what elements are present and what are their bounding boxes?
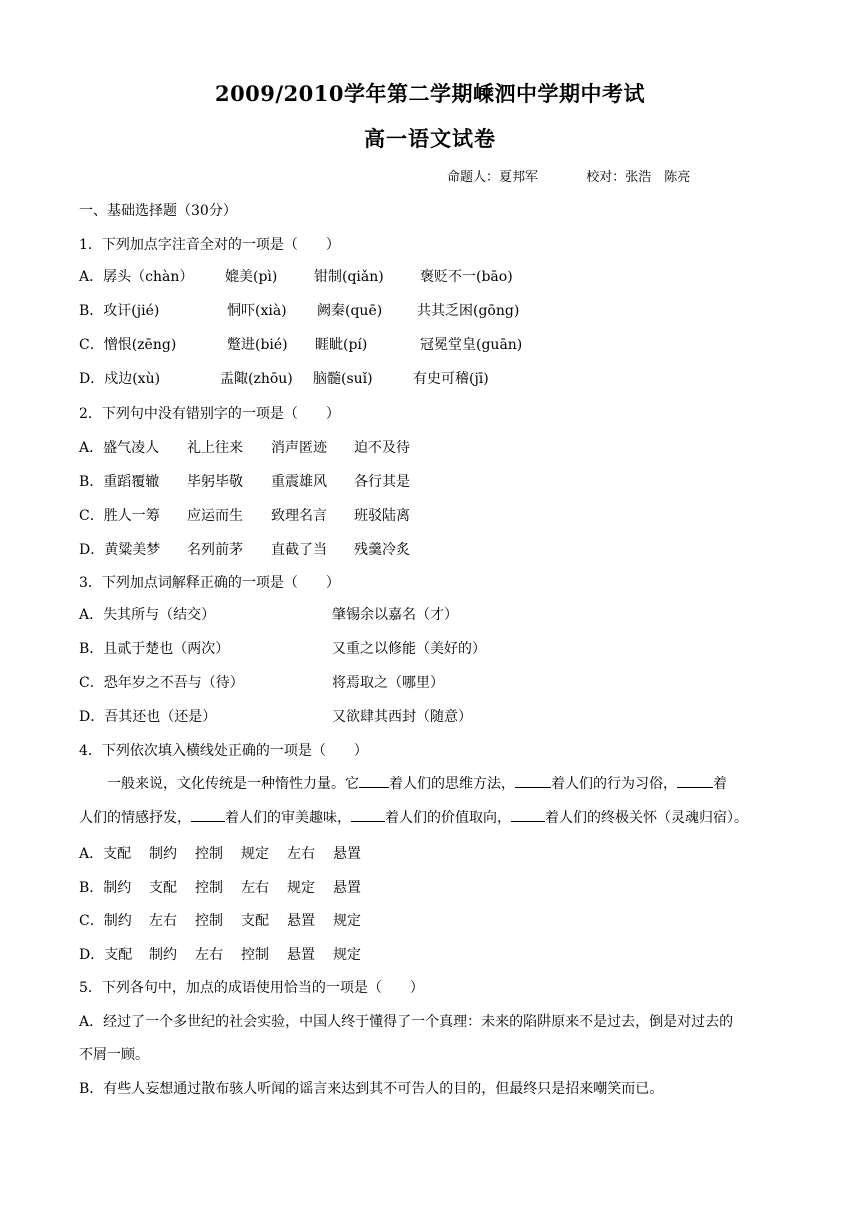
option-item: C．恐年岁之不吾与（待） — [79, 675, 244, 691]
option-item: 礼上往来 — [187, 440, 243, 456]
option-item: 制约 — [149, 846, 177, 862]
page-title: 2009/2010学年第二学期嵊泗中学期中考试 — [214, 81, 646, 106]
option-item: B．重蹈覆辙 — [79, 474, 160, 490]
option-item: 悬置 — [333, 880, 361, 896]
option-item: 悬置 — [333, 846, 361, 862]
passage-text: 人们的情感抒发， — [79, 810, 191, 826]
option-item: 又重之以修能（美好的） — [332, 641, 486, 657]
option-item: A．失其所与（结交） — [79, 607, 216, 623]
question-5-option-b: B．有些人妄想通过散布骇人听闻的谣言来达到其不可告人的目的，但最终只是招来嘲笑而已。 — [79, 1081, 664, 1097]
option-item: A．支配 — [79, 846, 132, 862]
option-item: 支配 — [241, 913, 269, 929]
option-item: 恫吓(xià) — [227, 303, 287, 319]
option-item: 睚眦(pí) — [315, 337, 368, 353]
question-3-stem: 3．下列加点词解释正确的一项是（ ） — [79, 575, 340, 591]
passage-text: 一般来说，文化传统是一种惰性力量。它 — [107, 776, 359, 792]
option-item: 左右 — [241, 880, 269, 896]
option-item: 左右 — [195, 947, 223, 963]
question-4-stem: 4．下列依次填入横线处正确的一项是（ ） — [79, 743, 368, 759]
author-line — [447, 166, 690, 185]
option-item: 钳制(qiǎn) — [314, 269, 384, 285]
option-item: 左右 — [149, 913, 177, 929]
option-item: 媲美(pì) — [225, 269, 278, 285]
fill-blank — [515, 773, 551, 788]
question-setter: 命题人：夏邦军 — [447, 170, 539, 185]
option-item: D．黄粱美梦 — [79, 542, 161, 558]
option-item: A．盛气凌人 — [79, 440, 160, 456]
option-item: 悬置 — [287, 947, 315, 963]
option-item: 规定 — [241, 846, 269, 862]
option-item: 又欲肆其西封（随意） — [332, 709, 472, 725]
option-item: 共其乏困(gōng) — [417, 303, 520, 319]
option-item: B．且贰于楚也（两次） — [79, 641, 230, 657]
option-item: 重震雄风 — [271, 474, 327, 490]
question-5-option-a-line1: A．经过了一个多世纪的社会实验，中国人终于懂得了一个真理：未来的陷阱原来不是过去，倒是对过去的 — [79, 1014, 734, 1030]
question-4-passage — [79, 767, 785, 835]
passage-text: 着人们的价值取向， — [385, 810, 511, 826]
option-item: 肇锡余以嘉名（才） — [332, 607, 458, 623]
option-item: 脑髓(suǐ) — [313, 371, 373, 387]
option-item: B．制约 — [79, 880, 132, 896]
passage-text: 着人们的行为习俗， — [551, 776, 677, 792]
option-item: D．吾其还也（还是） — [79, 709, 217, 725]
fill-blank — [511, 807, 545, 822]
option-item: A．孱头（chàn） — [79, 269, 194, 285]
option-item: 将焉取之（哪里） — [332, 675, 444, 691]
question-5-stem: 5．下列各句中，加点的成语使用恰当的一项是（ ） — [79, 980, 424, 996]
passage-text: 着人们的思维方法， — [389, 776, 515, 792]
option-item: 冠冕堂皇(guān) — [420, 337, 523, 353]
option-item: 直截了当 — [271, 542, 327, 558]
option-item: 迫不及待 — [354, 440, 410, 456]
option-item: 致理名言 — [271, 508, 327, 524]
option-item: C．制约 — [79, 913, 132, 929]
proofreader: 校对：张浩 陈亮 — [586, 170, 691, 185]
page-subtitle: 高一语文试卷 — [364, 126, 496, 151]
option-item: 控制 — [195, 913, 223, 929]
fill-blank — [191, 807, 225, 822]
fill-blank — [677, 773, 713, 788]
option-item: 规定 — [333, 947, 361, 963]
option-item: 左右 — [287, 846, 315, 862]
option-item: 蹩进(bié) — [227, 337, 288, 353]
option-item: 控制 — [195, 880, 223, 896]
option-item: 有史可稽(jī) — [413, 371, 489, 387]
option-item: D．支配 — [79, 947, 133, 963]
option-item: 班驳陆离 — [354, 508, 410, 524]
option-item: B．攻讦(jié) — [79, 303, 160, 319]
option-item: C．憎恨(zēng) — [79, 337, 177, 353]
option-item: 控制 — [195, 846, 223, 862]
fill-blank — [359, 773, 389, 788]
option-item: 阙秦(quē) — [317, 303, 383, 319]
question-2-stem: 2．下列句中没有错别字的一项是（ ） — [79, 406, 340, 422]
passage-text: 着 — [713, 776, 727, 792]
passage-text: 着人们的终极关怀（灵魂归宿）。 — [545, 810, 748, 826]
option-item: 褒贬不一(bāo) — [420, 269, 513, 285]
question-1-stem: 1．下列加点字注音全对的一项是（ ） — [79, 237, 340, 253]
option-item: 残羹冷炙 — [354, 542, 410, 558]
option-item: D．戍边(xù) — [79, 371, 161, 387]
option-item: C．胜人一筹 — [79, 508, 160, 524]
option-item: 制约 — [149, 947, 177, 963]
option-item: 消声匿迹 — [271, 440, 327, 456]
section-heading: 一、基础选择题（30分） — [79, 203, 237, 219]
option-item: 应运而生 — [187, 508, 243, 524]
option-item: 规定 — [333, 913, 361, 929]
passage-line-2 — [51, 801, 748, 835]
option-item: 名列前茅 — [187, 542, 243, 558]
option-item: 支配 — [149, 880, 177, 896]
passage-text: 着人们的审美趣味， — [225, 810, 351, 826]
option-item: 各行其是 — [354, 474, 410, 490]
fill-blank — [351, 807, 385, 822]
option-item: 控制 — [241, 947, 269, 963]
option-item: 毕躬毕敬 — [187, 474, 243, 490]
question-5-option-a-line2: 不屑一顾。 — [79, 1047, 149, 1063]
option-item: 悬置 — [287, 913, 315, 929]
option-item: 规定 — [287, 880, 315, 896]
option-item: 盂陬(zhōu) — [220, 371, 293, 387]
